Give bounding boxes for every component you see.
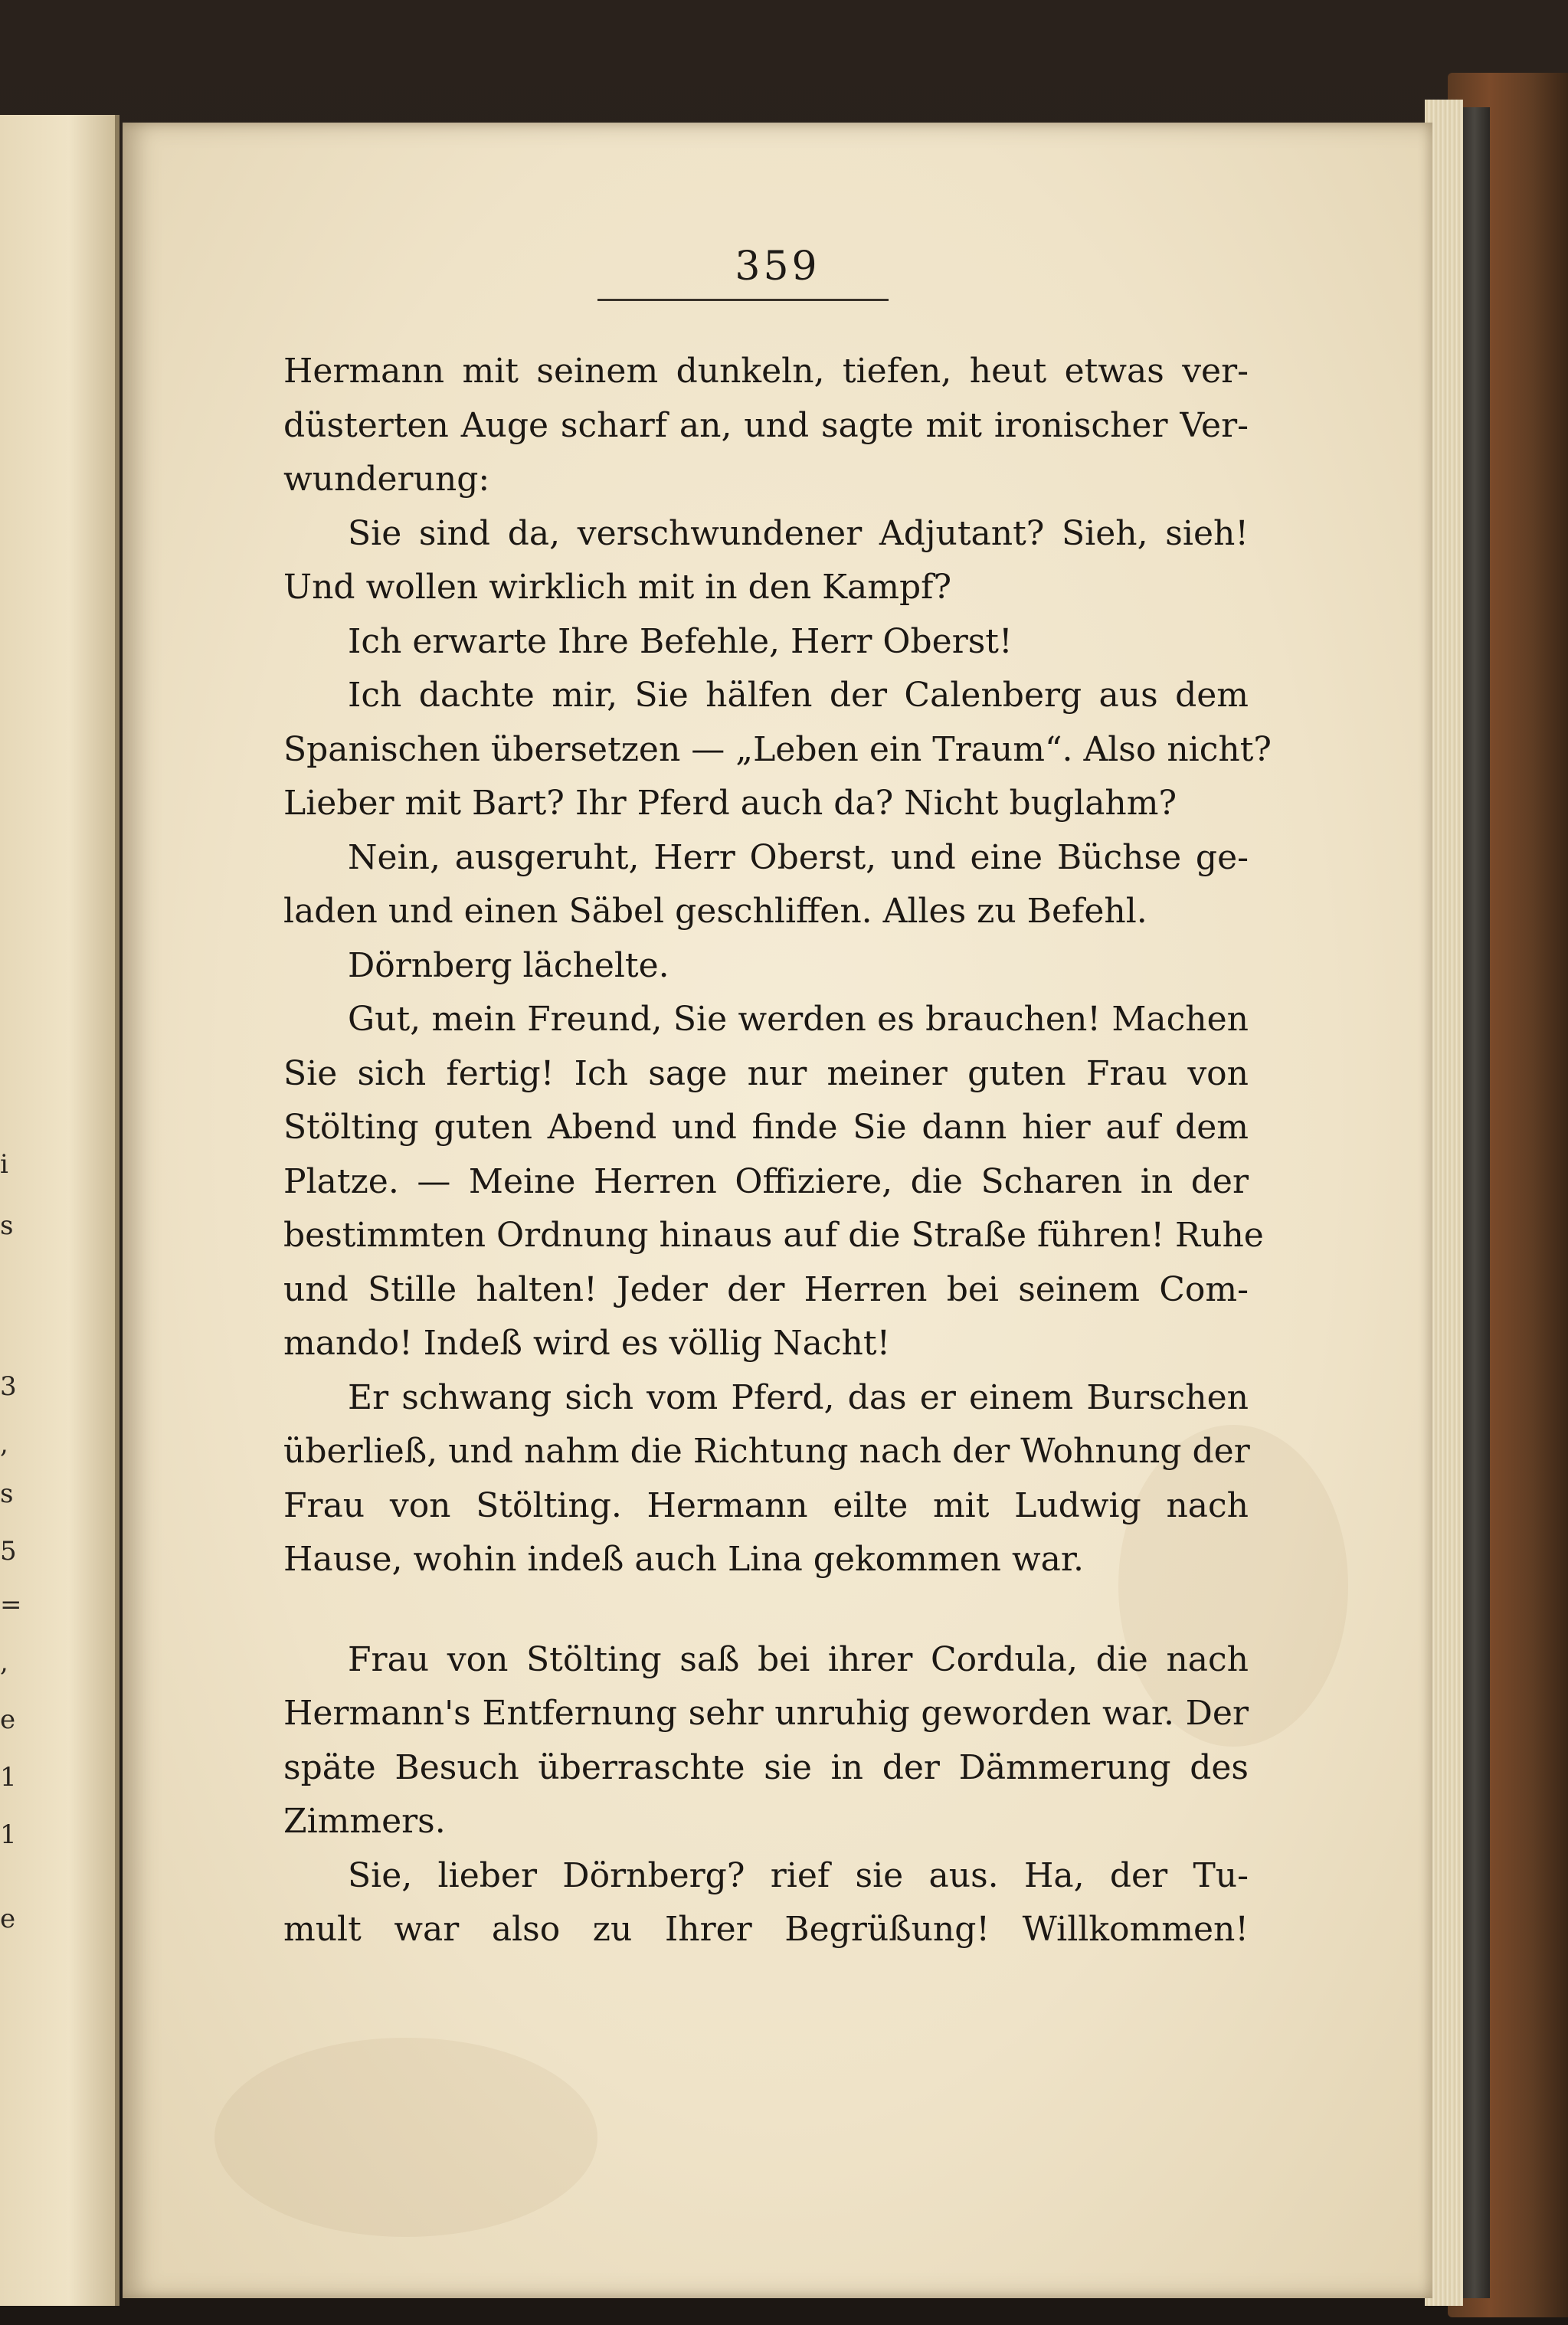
text-line: Spanischen übersetzen — „Leben ein Traum“. Also nicht? (283, 729, 1272, 769)
section-break (283, 1587, 1249, 1633)
text-line: und Stille halten! Jeder der Herren bei seinem Com- (283, 1269, 1249, 1309)
text-line: bestimmten Ordnung hinaus auf die Straße führen! Ruhe (283, 1216, 1264, 1255)
left-page-fragment: i (0, 1149, 8, 1180)
text-section-2 (283, 1633, 1249, 1957)
text-line: Hermann's Entfernung sehr unruhig geworden war. Der (283, 1694, 1249, 1733)
text-section-1 (283, 345, 1272, 1587)
text-line: mult war also zu Ihrer Begrüßung! Willkommen! (283, 1910, 1249, 1949)
text-line: Hermann mit seinem dunkeln, tiefen, heut etwas ver- (283, 352, 1249, 391)
text-line: düsterten Auge scharf an, und sagte mit ironischer Ver- (283, 405, 1249, 445)
text-line: Sie sind da, verschwundener Adjutant? Sieh, sieh! (348, 513, 1249, 553)
text-line: überließ, und nahm die Richtung nach der Wohnung der (283, 1432, 1250, 1471)
text-line: Frau von Stölting. Hermann eilte mit Ludwig nach (283, 1485, 1249, 1525)
text-line: Sie, lieber Dörnberg? rief sie aus. Ha, der Tu- (348, 1855, 1249, 1895)
left-page-fragment: e (0, 1904, 16, 1934)
book-page (123, 123, 1432, 2298)
text-line: mando! Indeß wird es völlig Nacht! (283, 1324, 891, 1363)
paper-stain (214, 2038, 597, 2237)
left-facing-page (0, 115, 119, 2306)
page-number: 359 (735, 244, 820, 290)
left-page-fragment: , (0, 1647, 8, 1678)
header-rule (597, 299, 889, 301)
text-line: Gut, mein Freund, Sie werden es brauchen! Machen (348, 1000, 1249, 1039)
left-page-fragment: s (0, 1210, 14, 1241)
book-spine-edge (1459, 107, 1490, 2298)
text-line: Stölting guten Abend und finde Sie dann hier auf dem (283, 1108, 1249, 1147)
left-page-fragment: 1 (0, 1762, 17, 1793)
text-line: Sie sich fertig! Ich sage nur meiner guten Frau von (283, 1053, 1249, 1093)
left-page-fragment: 5 (0, 1536, 17, 1567)
text-line: Er schwang sich vom Pferd, das er einem Burschen (348, 1377, 1249, 1417)
left-page-fragment: 1 (0, 1819, 17, 1850)
left-page-fragment: s (0, 1479, 14, 1509)
text-line: Frau von Stölting saß bei ihrer Cordula, die nach (348, 1639, 1249, 1679)
text-line: laden und einen Säbel geschliffen. Alles zu Befehl. (283, 892, 1147, 931)
text-line: Nein, ausgeruht, Herr Oberst, und eine Büchse ge- (348, 837, 1249, 877)
text-line: Zimmers. (283, 1802, 446, 1841)
text-line: Und wollen wirklich mit in den Kampf? (283, 568, 952, 607)
left-page-fragment: 3 (0, 1371, 17, 1402)
text-line: Hause, wohin indeß auch Lina gekommen war. (283, 1540, 1085, 1579)
left-page-fragment: = (0, 1590, 22, 1620)
text-line: Lieber mit Bart? Ihr Pferd auch da? Nicht buglahm? (283, 784, 1177, 823)
text-line: Ich dachte mir, Sie hälfen der Calenberg aus dem (348, 676, 1249, 715)
text-line: späte Besuch überraschte sie in der Dämmerung des (283, 1747, 1249, 1787)
text-line: wunderung: (283, 460, 490, 499)
body-text (283, 345, 1272, 1957)
text-line: Platze. — Meine Herren Offiziere, die Scharen in der (283, 1161, 1249, 1201)
text-line: Dörnberg lächelte. (348, 945, 669, 985)
left-page-fragment: e (0, 1704, 16, 1735)
left-page-fragment: , (0, 1429, 8, 1459)
text-line: Ich erwarte Ihre Befehle, Herr Oberst! (348, 621, 1013, 661)
